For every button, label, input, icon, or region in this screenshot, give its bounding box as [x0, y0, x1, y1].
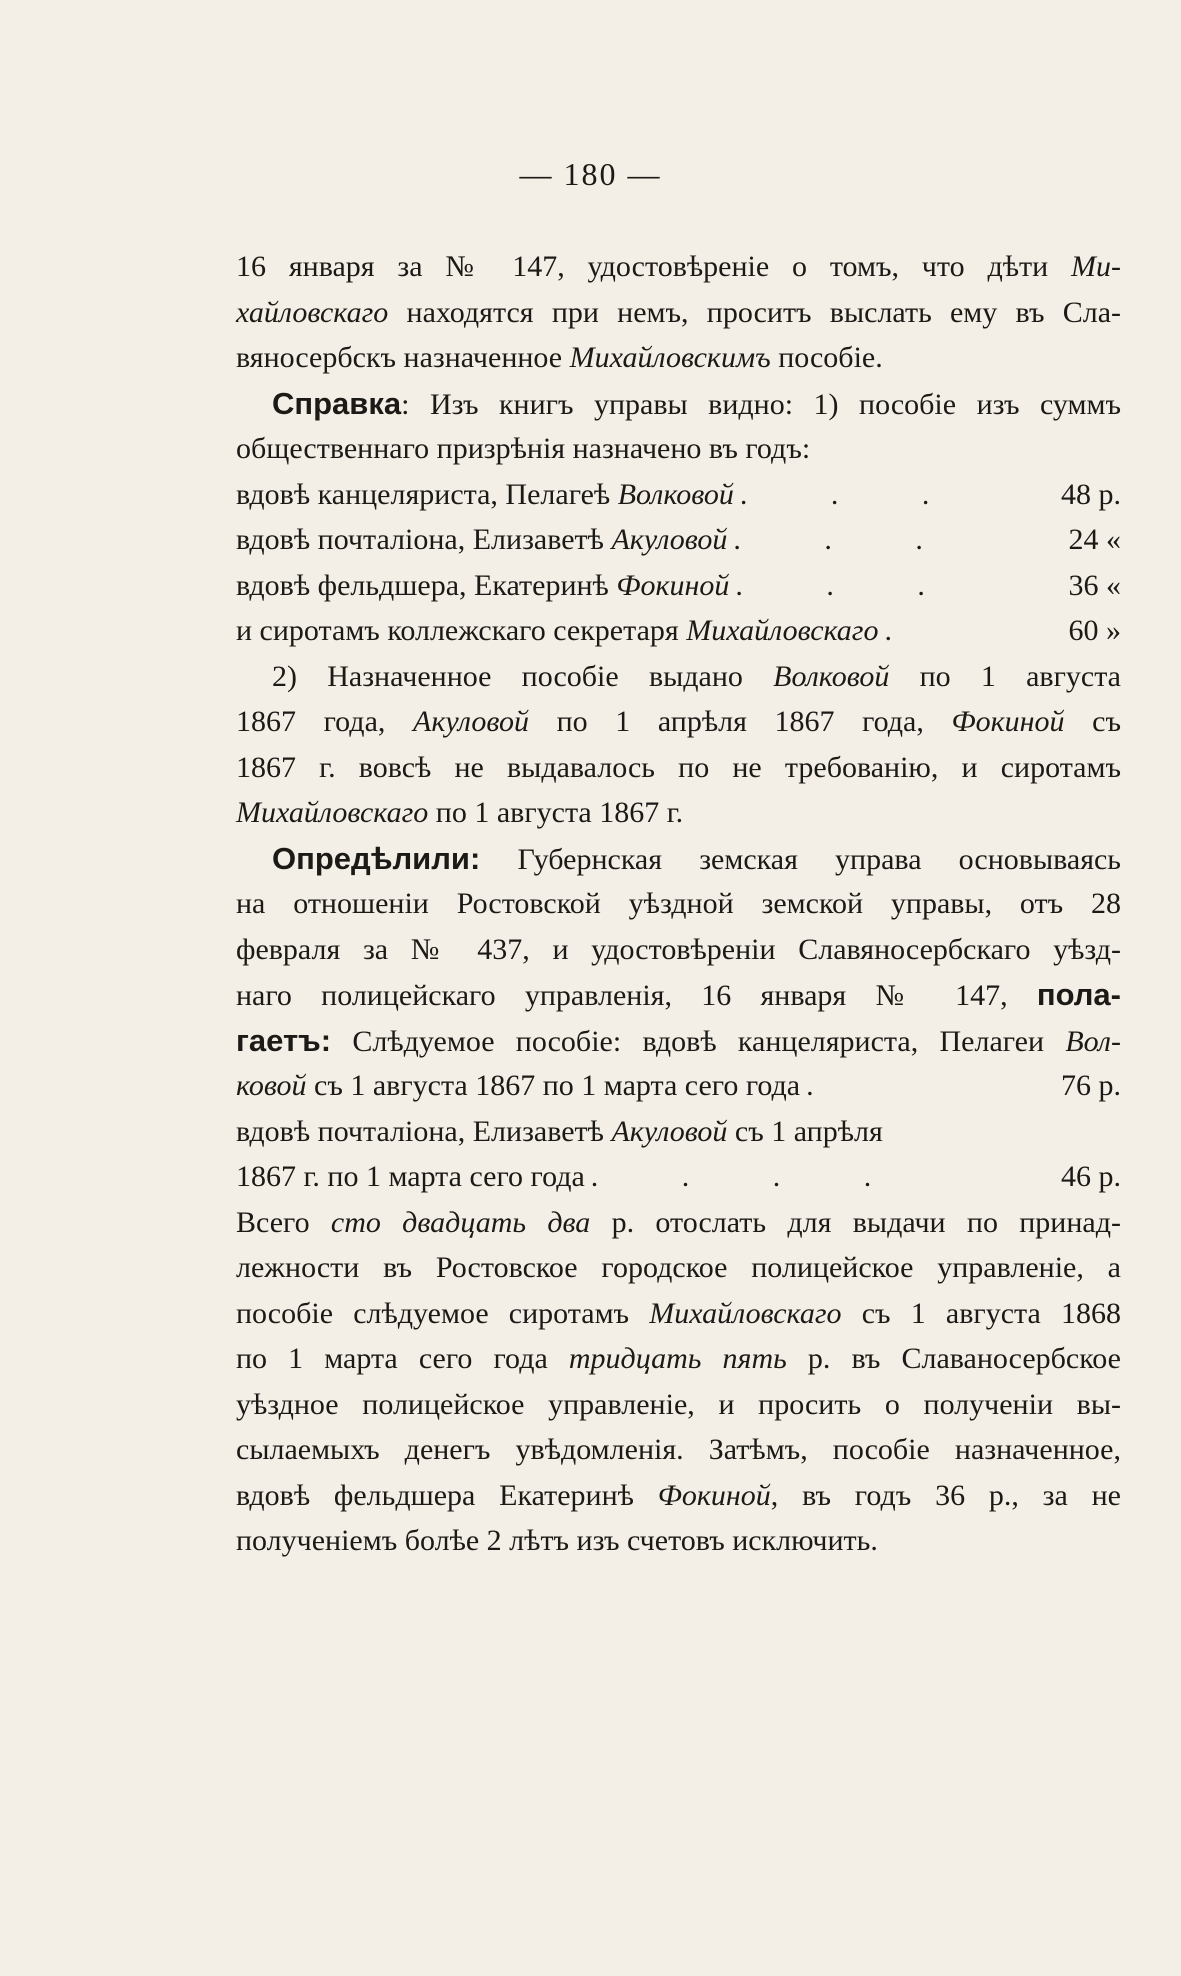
- text-line: [236, 836, 1121, 882]
- text-line: [236, 699, 1121, 745]
- text-run: уѣздное полицейское управленіе, и просить о полученіи вы-: [236, 1387, 1121, 1421]
- text-run: съ 1 апрѣля: [727, 1114, 883, 1148]
- text-run: вдовѣ почталіона, Елизаветѣ: [236, 1114, 612, 1148]
- text-line: [236, 290, 1121, 336]
- payment-amount: 36 «: [1068, 568, 1121, 602]
- payment-amount: 24 «: [1068, 523, 1121, 556]
- text-run: пособіе слѣдуемое сиротамъ: [236, 1296, 650, 1330]
- leader-dots: .: [884, 614, 931, 647]
- italic-name: Волковой: [617, 477, 734, 511]
- text-run: р. въ Славаносербское: [786, 1342, 1121, 1375]
- text-run: на отношеніи Ростовской уѣздной земской управы, отъ 28: [236, 887, 1121, 920]
- payment-label: [236, 1063, 800, 1109]
- italic-name: Михайловскимъ: [569, 341, 771, 374]
- text-run: наго полицейскаго управленія, 16 января № 147,: [236, 979, 1037, 1012]
- text-run: февраля за № 437, и удостовѣреніи Славяносербскаго уѣзд-: [236, 932, 1121, 966]
- text-run: съ 1 августа 1868: [841, 1296, 1121, 1330]
- payment-label: [236, 1154, 585, 1200]
- text-run: полученіемъ болѣе 2 лѣтъ изъ счетовъ исключить.: [236, 1524, 878, 1557]
- italic-name: Михайловскаго: [236, 796, 429, 829]
- text-run: вяносербскъ назначенное: [236, 341, 570, 374]
- text-line: [236, 1200, 1121, 1246]
- italic-name: Фокиной: [616, 568, 730, 602]
- text-line: [236, 1382, 1121, 1428]
- payment-row: [236, 517, 1121, 563]
- italic-name: тридцать пять: [568, 1342, 787, 1375]
- bold-heading: пола-: [1036, 977, 1121, 1012]
- text-run: вдовѣ почталіона, Елизаветѣ: [236, 523, 612, 556]
- text-line: [236, 335, 1121, 381]
- text-run: по 1 апрѣля 1867 года,: [528, 705, 952, 738]
- text-line: [236, 1291, 1121, 1337]
- text-run: съ 1 августа 1867 по 1 марта сего года: [306, 1069, 801, 1102]
- text-run: по 1 марта сего года: [236, 1342, 569, 1375]
- leader-dots: . . .: [739, 477, 968, 511]
- text-line: [236, 1473, 1121, 1519]
- payment-amount: 60 »: [1068, 614, 1121, 647]
- text-run: Губернская земская управа основываясь: [480, 842, 1121, 876]
- italic-name: Волковой: [773, 659, 890, 693]
- text-run: по 1 августа: [889, 659, 1121, 693]
- payment-label: [236, 472, 734, 518]
- text-line: [236, 1518, 1121, 1564]
- payment-label: [236, 563, 729, 609]
- italic-name: сто двадцать два: [330, 1205, 591, 1239]
- text-line: [236, 426, 1121, 472]
- bold-heading: гаетъ:: [236, 1022, 332, 1058]
- payment-amount: 46 р.: [1061, 1160, 1121, 1193]
- text-line: [236, 881, 1121, 927]
- bold-heading: Опредѣлили:: [272, 840, 481, 876]
- body-text: [236, 244, 1121, 1564]
- text-line: [236, 654, 1121, 700]
- text-run: и сиротамъ коллежскаго секретаря: [236, 614, 687, 647]
- text-run: по 1 августа 1867 г.: [428, 796, 684, 829]
- italic-name: Акуловой: [611, 523, 728, 556]
- text-line: [236, 244, 1121, 290]
- text-run: съ: [1064, 705, 1121, 738]
- text-line: [236, 1427, 1121, 1473]
- payment-amount: 76 р.: [1061, 1069, 1121, 1102]
- payment-row: [236, 608, 1121, 654]
- italic-name: Михайловскаго: [649, 1296, 842, 1330]
- text-run: 2) Назначенное пособіе выдано: [272, 659, 774, 693]
- text-run: Слѣдуемое пособіе: вдовѣ канцеляриста, Пелагеи: [331, 1024, 1066, 1058]
- italic-name: Акуловой: [611, 1114, 728, 1148]
- text-line: [236, 1018, 1121, 1064]
- leader-dots: . . .: [735, 568, 963, 602]
- text-run: Всего: [236, 1205, 331, 1239]
- text-run: вдовѣ канцеляриста, Пелагеѣ: [236, 477, 618, 511]
- payment-label: [236, 517, 727, 563]
- italic-name: Акуловой: [413, 705, 529, 738]
- text-run: 16 января за № 147, удостовѣреніе о томъ, что дѣти: [236, 250, 1072, 283]
- text-run: общественнаго призрѣнія назначено въ годъ:: [236, 432, 811, 465]
- text-run: 1867 г. вовсѣ не выдавалось по не требованію, и сиротамъ: [236, 750, 1121, 784]
- text-line: [236, 745, 1121, 791]
- text-run: вдовѣ фельдшера, Екатеринѣ: [236, 568, 617, 602]
- text-run: лежности въ Ростовское городское полицейское управленіе, а: [236, 1251, 1121, 1284]
- text-line: [236, 381, 1121, 427]
- text-run: : Изъ книгъ управы видно: 1) пособіе изъ суммъ: [401, 387, 1121, 421]
- leader-dots: .: [806, 1069, 852, 1102]
- payment-row: [236, 472, 1121, 518]
- text-line: [236, 1245, 1121, 1291]
- text-run: находятся при немъ, проситъ выслать ему въ Сла-: [388, 295, 1121, 329]
- text-run: сылаемыхъ денегъ увѣдомленія. Затѣмъ, пособіе назначенное,: [236, 1433, 1121, 1466]
- bold-heading: Справка: [272, 385, 402, 421]
- text-run: 1867 г. по 1 марта сего года: [236, 1160, 585, 1193]
- italic-name: ковой: [236, 1069, 307, 1102]
- italic-name: Михайловскаго: [686, 614, 879, 647]
- payment-row: [236, 563, 1121, 609]
- text-run: пособіе.: [770, 341, 883, 374]
- italic-name: Фокиной: [951, 705, 1065, 738]
- text-line: [236, 1336, 1121, 1382]
- text-run: , въ годъ 36 р., за не: [770, 1478, 1121, 1512]
- leader-dots: . . .: [733, 523, 961, 556]
- text-run: р. отослать для выдачи по принад-: [590, 1205, 1121, 1239]
- text-line: [236, 790, 1121, 836]
- payment-row: [236, 1063, 1121, 1109]
- page-number: — 180 —: [519, 156, 662, 192]
- payment-row: [236, 1154, 1121, 1200]
- text-line: [236, 972, 1121, 1018]
- italic-name: Фокиной: [657, 1478, 771, 1512]
- leader-dots: . . . .: [590, 1160, 910, 1193]
- text-run: вдовѣ фельдшера Екатеринѣ: [236, 1478, 658, 1512]
- italic-name: Ми-: [1071, 250, 1121, 283]
- payment-label: [236, 1109, 883, 1155]
- payment-label: [236, 608, 879, 654]
- italic-name: хайловскаго: [236, 295, 389, 329]
- italic-name: Вол-: [1065, 1024, 1121, 1058]
- text-line: [236, 927, 1121, 973]
- text-run: 1867 года,: [236, 705, 413, 738]
- payment-row: [236, 1109, 1121, 1155]
- payment-amount: 48 р.: [1061, 477, 1121, 511]
